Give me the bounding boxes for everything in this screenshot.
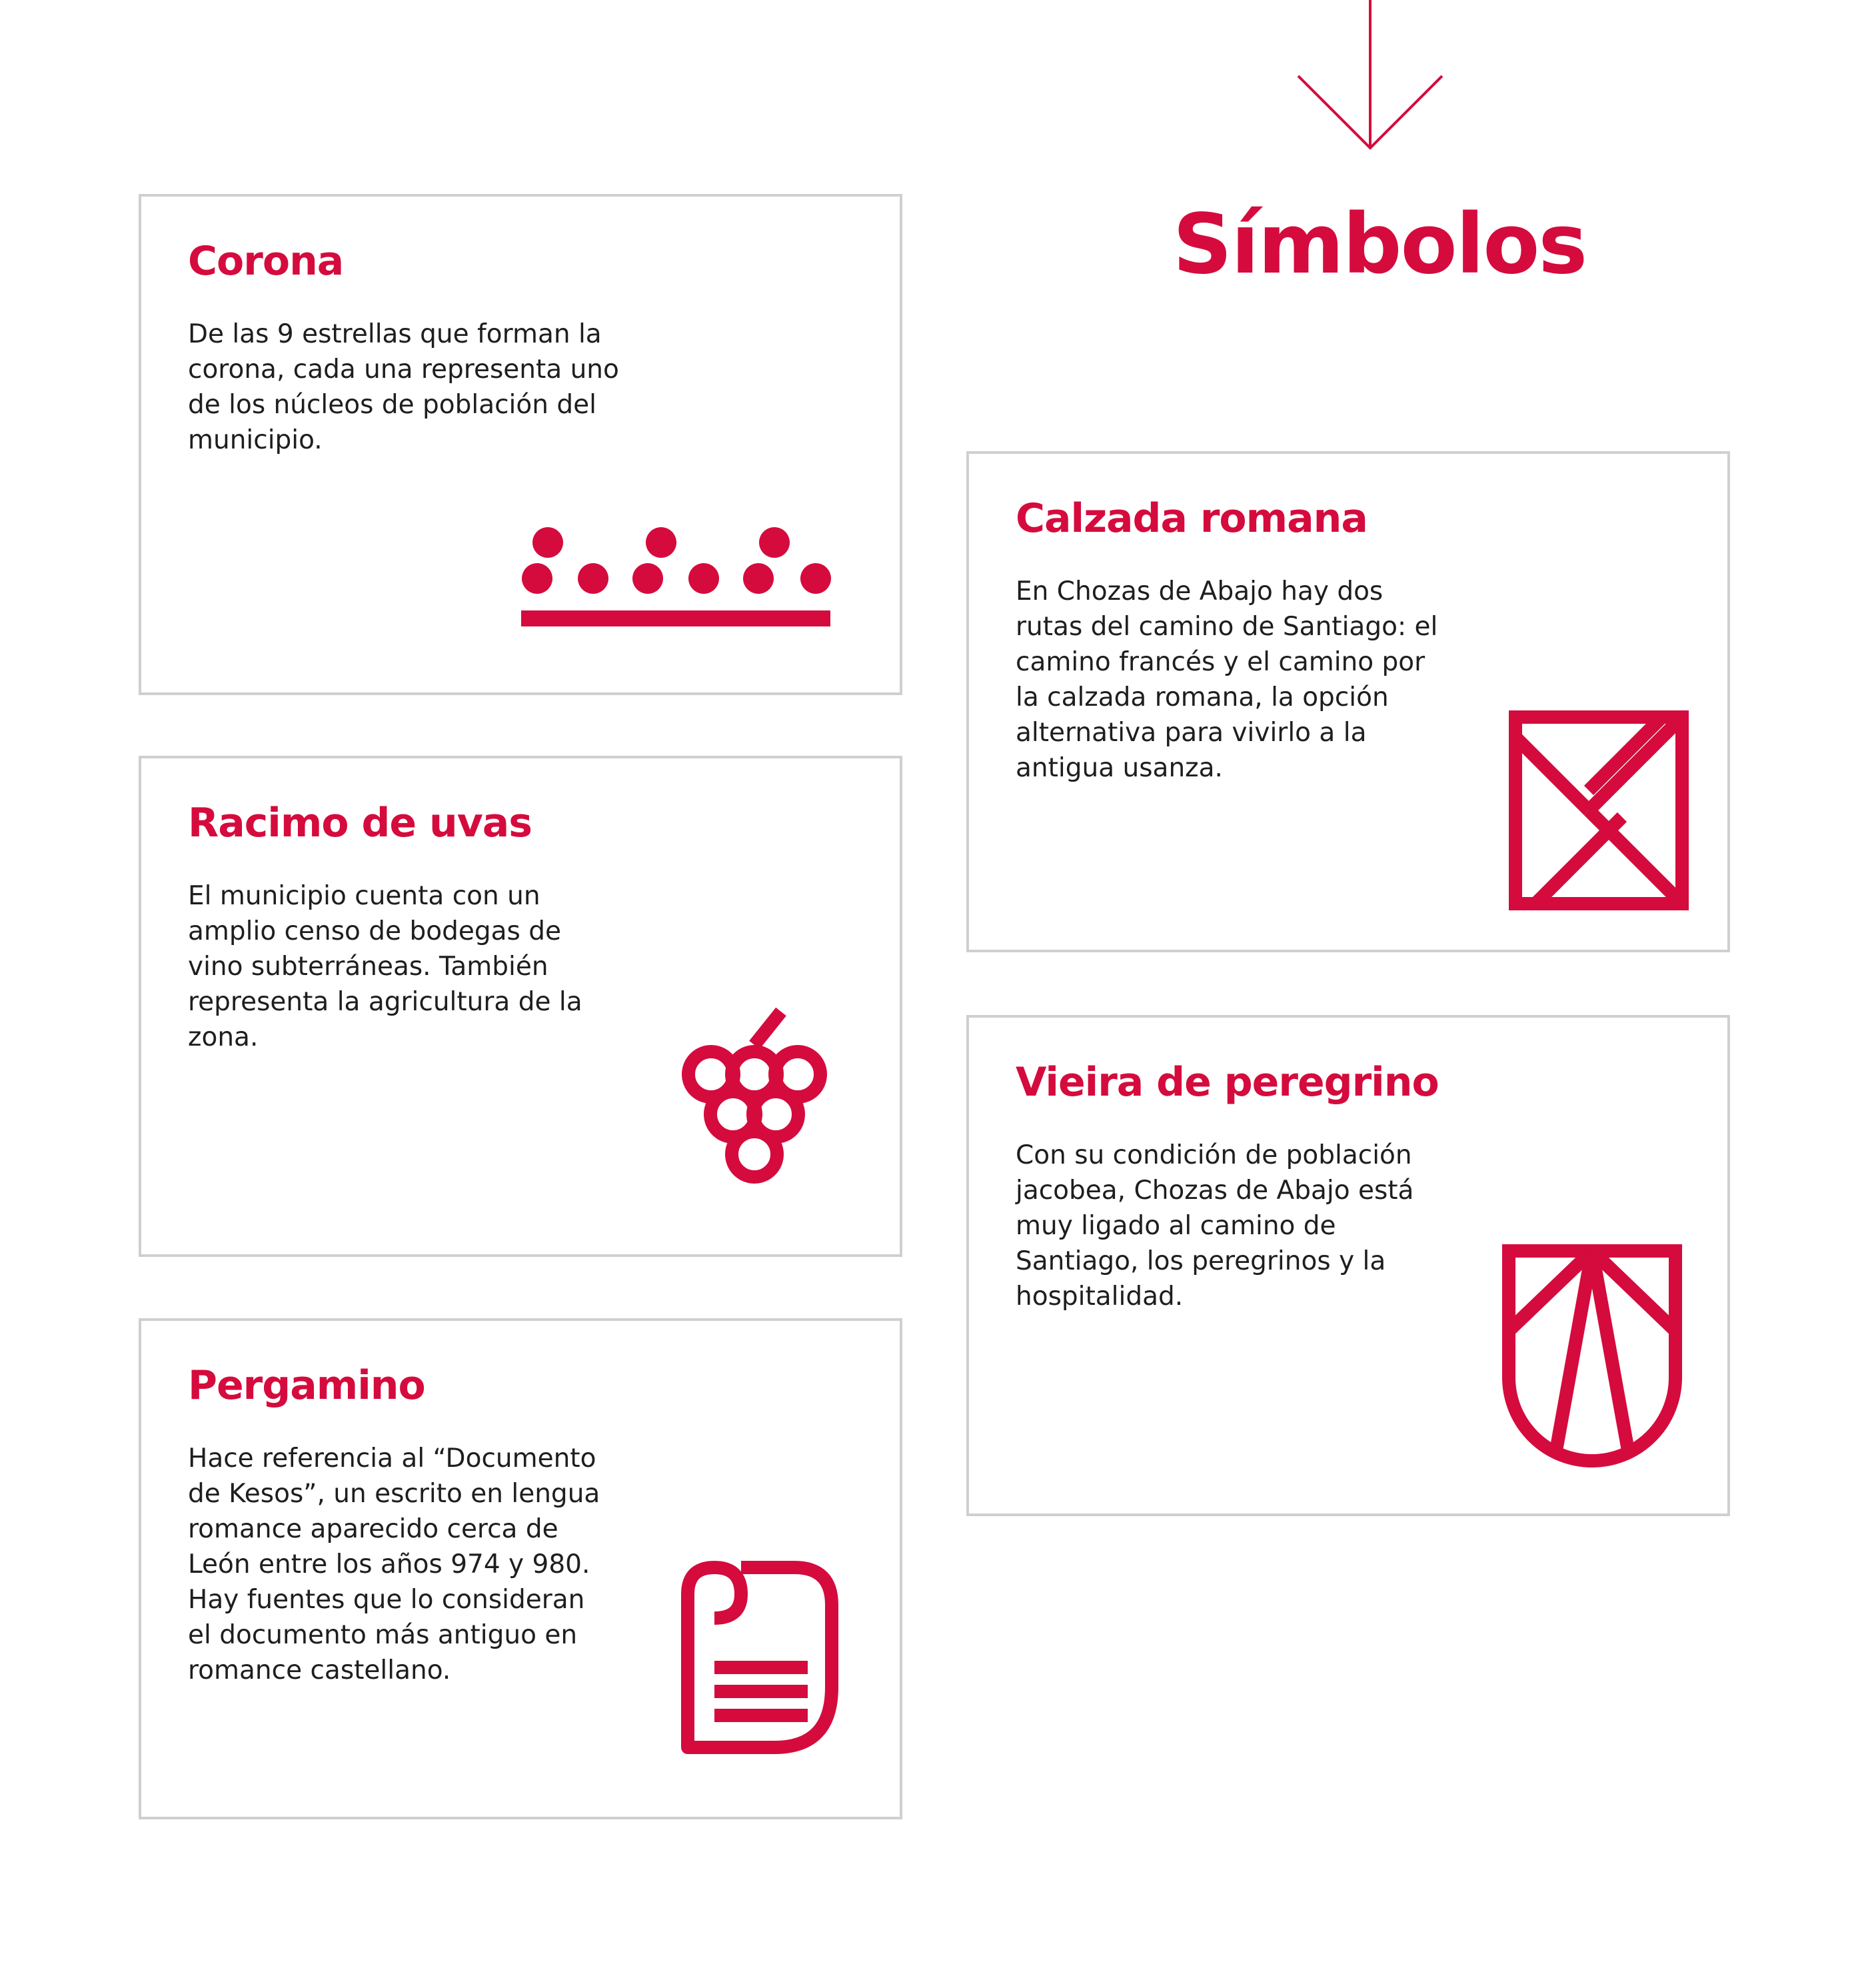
card-text: Con su condición de población jacobea, Chozas de Abajo está muy ligado al camino de Santiago, los peregrinos y la hospitalidad. xyxy=(1016,1140,1414,1312)
card-title: Calzada romana xyxy=(1016,495,1368,542)
grapes-icon xyxy=(674,1005,848,1205)
card-title: Racimo de uvas xyxy=(188,800,532,846)
paving-stones-icon xyxy=(1509,710,1689,910)
card-vieira-de-peregrino xyxy=(966,1015,1730,1516)
scroll-icon xyxy=(674,1554,848,1767)
card-racimo-de-uvas xyxy=(139,756,902,1257)
crown-icon xyxy=(521,526,841,633)
card-text: El municipio cuenta con un amplio censo de bodegas de vino subterráneas. También representa la agricultura de la zona. xyxy=(188,881,582,1052)
card-title: Corona xyxy=(188,238,344,285)
scallop-shell-icon xyxy=(1502,1244,1682,1471)
card-pergamino xyxy=(139,1318,902,1819)
card-text: En Chozas de Abajo hay dos rutas del camino de Santiago: el camino francés y el camino por la calzada romana, la opción alternativa para vivirlo a la antigua usanza. xyxy=(1016,576,1438,783)
card-text: Hace referencia al “Documento de Kesos”, un escrito en lengua romance aparecido cerca de León entre los años 974 y 980. Hay fuentes que lo consideran el documento más antiguo en romance castellano. xyxy=(188,1444,600,1685)
card-corona xyxy=(139,194,902,695)
card-title: Vieira de peregrino xyxy=(1016,1059,1439,1106)
card-text: De las 9 estrellas que forman la corona, cada una representa uno de los núcleos de población del municipio. xyxy=(188,319,619,455)
arrow-down-icon xyxy=(1296,0,1445,153)
card-title: Pergamino xyxy=(188,1362,425,1409)
card-calzada-romana xyxy=(966,451,1730,952)
page-title: Símbolos xyxy=(1172,197,1587,293)
